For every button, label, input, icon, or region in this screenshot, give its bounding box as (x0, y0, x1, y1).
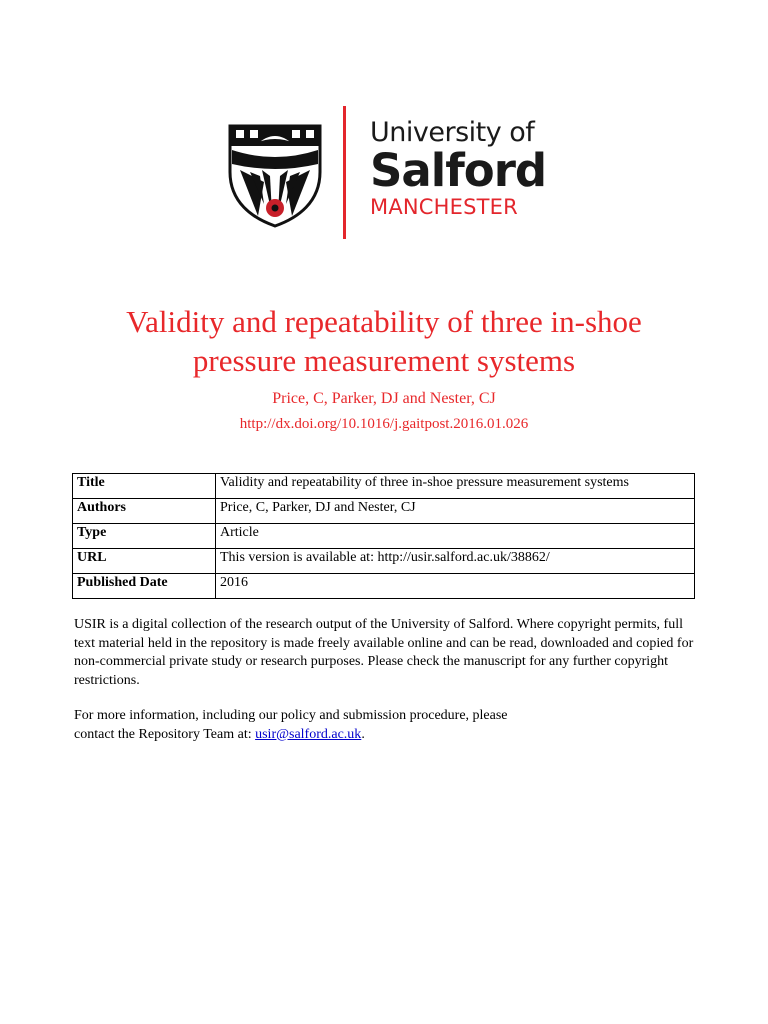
row-label: Authors (73, 499, 216, 524)
wordmark-salford: Salford (370, 144, 547, 197)
row-value: 2016 (216, 574, 695, 599)
metadata-table (72, 473, 695, 599)
wordmark (370, 118, 546, 220)
wordmark-university: University of (370, 117, 535, 148)
repository-notice: USIR is a digital collection of the research output of the University of Salford. Where copyright permits, full text material held in the repository is made freely available online and can be read, downloaded and copied for non-commercial private study or research purposes. Please check the manuscript for any further copyright restrictions. (74, 617, 694, 688)
row-label: Published Date (73, 574, 216, 599)
paper-authors: Price, C, Parker, DJ and Nester, CJ (272, 390, 496, 407)
logo-divider (343, 106, 346, 239)
table-row (73, 574, 695, 599)
row-value: Validity and repeatability of three in-shoe pressure measurement systems (216, 474, 695, 499)
row-value: Price, C, Parker, DJ and Nester, CJ (216, 499, 695, 524)
contact-line1: For more information, including our policy and submission procedure, please (74, 708, 508, 723)
doi-link[interactable]: http://dx.doi.org/10.1016/j.gaitpost.2016.01.026 (239, 416, 529, 432)
paper-title-line1: Validity and repeatability of three in-shoe (126, 304, 642, 339)
contact-paragraph (74, 707, 694, 744)
crest-icon (228, 124, 322, 228)
row-label: URL (73, 549, 216, 574)
row-label: Type (73, 524, 216, 549)
contact-suffix: . (361, 726, 365, 742)
email-link[interactable]: usir@salford.ac.uk (255, 726, 362, 742)
wordmark-manchester: MANCHESTER (370, 195, 518, 219)
contact-line2 (74, 726, 694, 745)
university-logo (0, 0, 768, 250)
row-label: Title (73, 474, 216, 499)
contact-prefix: contact the Repository Team at: (74, 726, 256, 742)
paper-title-line2: pressure measurement systems (192, 343, 576, 378)
table-row (73, 474, 695, 499)
table-row (73, 524, 695, 549)
table-row (73, 549, 695, 574)
row-value: Article (216, 524, 695, 549)
paper-title (40, 302, 728, 380)
table-row (73, 499, 695, 524)
row-value[interactable]: This version is available at: http://usir.salford.ac.uk/38862/ (216, 549, 695, 574)
